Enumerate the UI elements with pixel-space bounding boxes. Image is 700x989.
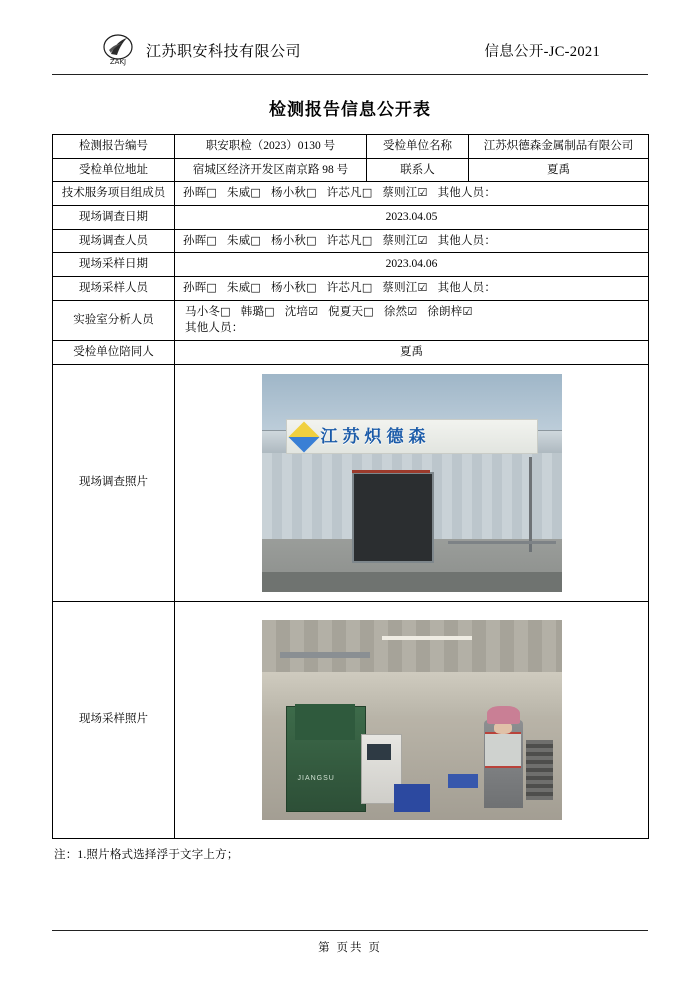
sign-text: 江苏炽德森	[320, 426, 431, 446]
contact-value: 夏禹	[469, 158, 649, 182]
others-label: 其他人员：	[437, 282, 497, 295]
others-label: 其他人员：	[437, 187, 497, 200]
escort-label: 受检单位陪同人	[53, 341, 175, 365]
page-footer	[52, 930, 648, 955]
lab-name: 倪夏天	[328, 305, 364, 318]
checkbox-unchecked-icon[interactable]: □	[363, 304, 374, 318]
sampling-photo-cell	[175, 601, 649, 838]
checkbox-unchecked-icon[interactable]: □	[250, 281, 261, 295]
staff-name: 朱威	[227, 234, 251, 247]
staff-name: 许芯凡	[326, 282, 362, 295]
photo-panel-screen	[367, 744, 391, 760]
sampling-photo-label: 现场采样照片	[53, 601, 175, 838]
survey-photo-label: 现场调查照片	[53, 364, 175, 601]
photo-blue-box	[394, 784, 430, 812]
footer-divider	[52, 930, 648, 931]
sampling-site-photo	[262, 620, 562, 820]
company-logo-icon	[98, 33, 138, 67]
staff-item[interactable]	[271, 233, 317, 250]
table-row	[53, 182, 649, 206]
photo-material-stack	[526, 740, 553, 800]
table-row	[53, 206, 649, 230]
header-divider	[52, 74, 648, 75]
staff-item[interactable]	[183, 185, 217, 202]
staff-item[interactable]	[327, 233, 373, 250]
checkbox-checked-icon[interactable]: ☑	[308, 304, 319, 318]
survey-photo-wrapper	[179, 368, 644, 598]
sampling-date-value: 2023.04.06	[175, 253, 649, 277]
lab-item[interactable]	[384, 304, 417, 321]
photo-rail	[448, 541, 556, 544]
checkbox-checked-icon[interactable]: ☑	[417, 233, 428, 247]
survey-date-label: 现场调查日期	[53, 206, 175, 230]
team-members	[175, 182, 649, 206]
page-header	[52, 26, 648, 74]
others-label: 其他人员：	[437, 234, 497, 247]
photo-pipe	[280, 652, 370, 658]
table-row	[53, 135, 649, 159]
staff-item[interactable]	[382, 233, 427, 250]
staff-name: 杨小秋	[271, 234, 307, 247]
photo-light-bar	[382, 636, 472, 640]
lab-name: 沈培	[284, 305, 309, 318]
report-no-label: 检测报告编号	[53, 135, 175, 159]
staff-item[interactable]	[227, 280, 261, 297]
survey-site-photo	[262, 374, 562, 592]
photo-ground-shadow	[262, 572, 562, 592]
checkbox-unchecked-icon[interactable]: □	[361, 281, 373, 295]
staff-item[interactable]	[227, 233, 261, 250]
lab-item[interactable]	[328, 304, 374, 321]
contact-label: 联系人	[367, 158, 469, 182]
photo-company-sign	[286, 419, 538, 454]
report-no-value: 职安职检（2023）0130 号	[175, 135, 367, 159]
sampling-date-label: 现场采样日期	[53, 253, 175, 277]
lab-name: 韩璐	[240, 305, 265, 318]
photo-worker-hat	[487, 706, 520, 724]
lab-name: 徐然	[383, 305, 408, 318]
photo-blue-crate	[448, 774, 478, 788]
checkbox-unchecked-icon[interactable]: □	[306, 233, 317, 247]
table-row	[53, 601, 649, 838]
lab-name: 徐朗梓	[427, 305, 463, 318]
table-row	[53, 364, 649, 601]
machine-label: JIANGSU	[297, 774, 335, 782]
checkbox-checked-icon[interactable]: ☑	[417, 186, 428, 200]
staff-name: 孙晖	[183, 187, 207, 200]
sampling-photo-wrapper	[179, 605, 644, 835]
checkbox-unchecked-icon[interactable]: □	[250, 186, 261, 200]
report-info-table	[52, 134, 649, 839]
table-note: 注：1.照片格式选择浮于文字上方；	[54, 848, 239, 861]
photo-pole	[529, 457, 532, 553]
page-number: 第 页共 页	[318, 942, 382, 954]
staff-name: 朱威	[227, 282, 251, 295]
lab-item[interactable]	[241, 304, 275, 321]
staff-item[interactable]	[271, 280, 317, 297]
staff-name: 孙晖	[183, 282, 207, 295]
page-title: 检测报告信息公开表	[269, 100, 431, 119]
checkbox-unchecked-icon[interactable]: □	[250, 233, 261, 247]
client-addr-label: 受检单位地址	[53, 158, 175, 182]
lab-checkbox-group[interactable]	[179, 304, 644, 321]
sign-logo-icon	[288, 421, 319, 452]
staff-checkbox-group[interactable]	[179, 185, 644, 202]
lab-name: 马小冬	[185, 305, 221, 318]
lab-staff-label: 实验室分析人员	[53, 300, 175, 340]
team-label: 技术服务项目组成员	[53, 182, 175, 206]
svg-text:ZAKJ: ZAKJ	[109, 58, 127, 66]
staff-name: 朱威	[227, 187, 251, 200]
client-name-value: 江苏炽德森金属制品有限公司	[469, 135, 649, 159]
photo-green-machine-top	[295, 704, 355, 740]
survey-date-value: 2023.04.05	[175, 206, 649, 230]
survey-staff-label: 现场调查人员	[53, 229, 175, 253]
document-code: 信息公开-JC-2021	[484, 43, 600, 60]
checkbox-unchecked-icon[interactable]: □	[361, 186, 373, 200]
checkbox-checked-icon[interactable]: ☑	[417, 281, 428, 295]
staff-checkbox-group[interactable]	[179, 233, 644, 250]
staff-name: 蔡则江	[382, 282, 418, 295]
others-label: 其他人员：	[185, 322, 244, 335]
survey-staff-members	[175, 229, 649, 253]
staff-item[interactable]	[382, 185, 427, 202]
table-row	[53, 341, 649, 365]
staff-item[interactable]	[227, 185, 261, 202]
checkbox-unchecked-icon[interactable]: □	[206, 186, 217, 200]
checkbox-unchecked-icon[interactable]: □	[306, 281, 317, 295]
sampling-staff-members	[175, 277, 649, 301]
staff-name: 蔡则江	[382, 187, 418, 200]
table-row	[53, 277, 649, 301]
staff-item[interactable]	[327, 280, 373, 297]
staff-name: 蔡则江	[382, 234, 418, 247]
brand-name: 江苏职安科技有限公司	[146, 43, 302, 60]
photo-door-lintel	[352, 470, 430, 473]
checkbox-unchecked-icon[interactable]: □	[220, 304, 231, 318]
table-row	[53, 300, 649, 340]
table-row	[53, 229, 649, 253]
staff-item[interactable]	[183, 280, 217, 297]
photo-factory-door	[352, 472, 434, 563]
lab-item[interactable]	[427, 304, 472, 321]
staff-name: 杨小秋	[271, 187, 307, 200]
photo-worker-vest	[485, 732, 521, 768]
lab-others-row	[179, 320, 644, 337]
checkbox-checked-icon[interactable]: ☑	[407, 304, 418, 318]
escort-value: 夏禹	[175, 341, 649, 365]
staff-checkbox-group[interactable]	[179, 280, 644, 297]
survey-photo-cell	[175, 364, 649, 601]
table-row	[53, 158, 649, 182]
lab-item[interactable]	[185, 304, 231, 321]
staff-item[interactable]	[271, 185, 317, 202]
photo-roof	[262, 620, 562, 673]
table-row	[53, 253, 649, 277]
staff-name: 许芯凡	[326, 234, 362, 247]
checkbox-unchecked-icon[interactable]: □	[306, 186, 317, 200]
checkbox-unchecked-icon[interactable]: □	[206, 281, 217, 295]
staff-item[interactable]	[327, 185, 373, 202]
staff-name: 孙晖	[183, 234, 207, 247]
staff-name: 许芯凡	[326, 187, 362, 200]
lab-item[interactable]	[285, 304, 318, 321]
client-addr-value: 宿城区经济开发区南京路 98 号	[175, 158, 367, 182]
brand	[98, 33, 301, 67]
checkbox-unchecked-icon[interactable]: □	[206, 233, 217, 247]
checkbox-unchecked-icon[interactable]: □	[264, 304, 275, 318]
lab-staff-members	[175, 300, 649, 340]
client-name-label: 受检单位名称	[367, 135, 469, 159]
checkbox-unchecked-icon[interactable]: □	[361, 233, 373, 247]
checkbox-checked-icon[interactable]: ☑	[462, 304, 473, 318]
sampling-staff-label: 现场采样人员	[53, 277, 175, 301]
staff-name: 杨小秋	[271, 282, 307, 295]
staff-item[interactable]	[382, 280, 427, 297]
staff-item[interactable]	[183, 233, 217, 250]
